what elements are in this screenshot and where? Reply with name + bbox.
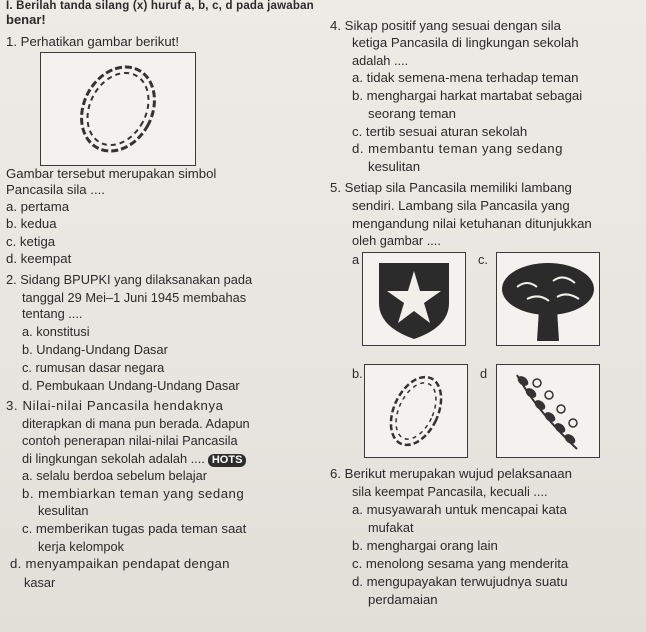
q6-line-1: 6. Berikut merupakan wujud pelaksanaan — [330, 466, 572, 481]
q5-label-d: d — [480, 366, 488, 381]
q5-option-d-image[interactable] — [496, 364, 600, 458]
hots-badge: HOTS — [208, 454, 247, 467]
q5-line-3: mengandung nilai ketuhanan ditunjukkan — [352, 216, 592, 231]
q5-option-a-image[interactable] — [362, 252, 466, 346]
q5-line-4: oleh gambar .... — [352, 233, 441, 248]
q2-option-d[interactable]: d. Pembukaan Undang-Undang Dasar — [22, 378, 240, 393]
q3-option-d-cont: kasar — [24, 575, 56, 590]
star-shield-icon — [363, 253, 465, 345]
q3-line-4 — [22, 451, 246, 467]
q3-option-b-cont: kesulitan — [38, 503, 89, 518]
q4-option-d-cont: kesulitan — [368, 159, 421, 174]
q5-line-1: 5. Setiap sila Pancasila memiliki lambang — [330, 180, 572, 195]
q2-option-a[interactable]: a. konstitusi — [22, 324, 90, 339]
chain-icon — [41, 53, 195, 165]
banyan-tree-icon — [497, 253, 599, 345]
q1-option-c[interactable]: c. ketiga — [6, 234, 56, 249]
q6-option-a[interactable]: a. musyawarah untuk mencapai kata — [352, 502, 567, 517]
q4-option-b-cont: seorang teman — [368, 106, 456, 121]
q2-line-1: 2. Sidang BPUPKI yang dilaksanakan pada — [6, 272, 253, 287]
q2-line-2: tanggal 29 Mei–1 Juni 1945 membahas — [22, 290, 247, 305]
q3-line-4-text: di lingkungan sekolah adalah .... — [22, 451, 205, 466]
q3-option-c[interactable]: c. memberikan tugas pada teman saat — [22, 521, 247, 536]
q3-option-c-cont: kerja kelompok — [38, 539, 125, 554]
instruction-line-1: I. Berilah tanda silang (x) huruf a, b, c, d pada jawaban — [6, 0, 314, 12]
q2-option-b[interactable]: b. Undang-Undang Dasar — [22, 342, 168, 357]
q6-option-b[interactable]: b. menghargai orang lain — [352, 538, 498, 553]
chain-icon-small — [365, 365, 467, 457]
q5-option-c-image[interactable] — [496, 252, 600, 346]
instruction-line-2: benar! — [6, 12, 46, 27]
q6-option-c[interactable]: c. menolong sesama yang menderita — [352, 556, 569, 571]
q6-line-2: sila keempat Pancasila, kecuali .... — [352, 484, 548, 499]
q5-label-a: a — [352, 252, 360, 267]
q3-option-b[interactable]: b. membiarkan teman yang sedang — [22, 486, 245, 501]
q2-line-3: tentang .... — [22, 306, 83, 321]
q4-option-d[interactable]: d. membantu teman yang sedang — [352, 141, 563, 156]
q1-option-b[interactable]: b. kedua — [6, 216, 57, 231]
q1-after-1: Gambar tersebut merupakan simbol — [6, 166, 217, 181]
q1-stem: 1. Perhatikan gambar berikut! — [6, 34, 179, 49]
q6-option-d-cont: perdamaian — [368, 592, 438, 607]
q2-option-c[interactable]: c. rumusan dasar negara — [22, 360, 165, 375]
rice-cotton-icon — [497, 365, 599, 457]
q4-line-2: ketiga Pancasila di lingkungan sekolah — [352, 35, 579, 50]
q3-option-d[interactable]: d. menyampaikan pendapat dengan — [10, 556, 230, 571]
q4-line-3: adalah .... — [352, 53, 409, 68]
q4-line-1: 4. Sikap positif yang sesuai dengan sila — [330, 18, 561, 33]
q1-option-d[interactable]: d. keempat — [6, 251, 72, 266]
q5-label-b: b. — [352, 366, 363, 381]
q3-line-1: 3. Nilai-nilai Pancasila hendaknya — [6, 398, 224, 413]
q3-option-a[interactable]: a. selalu berdoa sebelum belajar — [22, 468, 207, 483]
q3-line-2: diterapkan di mana pun berada. Adapun — [22, 416, 250, 431]
q4-option-b[interactable]: b. menghargai harkat martabat sebagai — [352, 88, 583, 103]
q3-line-3: contoh penerapan nilai-nilai Pancasila — [22, 433, 238, 448]
q5-option-b-image[interactable] — [364, 364, 468, 458]
q1-after-2: Pancasila sila .... — [6, 182, 105, 197]
q6-option-d[interactable]: d. mengupayakan terwujudnya suatu — [352, 574, 568, 589]
q1-option-a[interactable]: a. pertama — [6, 199, 70, 214]
q5-label-c: c. — [478, 252, 488, 267]
q6-option-a-cont: mufakat — [368, 520, 414, 535]
q5-line-2: sendiri. Lambang sila Pancasila yang — [352, 198, 570, 213]
q4-option-c[interactable]: c. tertib sesuai aturan sekolah — [352, 124, 528, 139]
q4-option-a[interactable]: a. tidak semena-mena terhadap teman — [352, 70, 579, 85]
q1-image-chain — [40, 52, 196, 166]
